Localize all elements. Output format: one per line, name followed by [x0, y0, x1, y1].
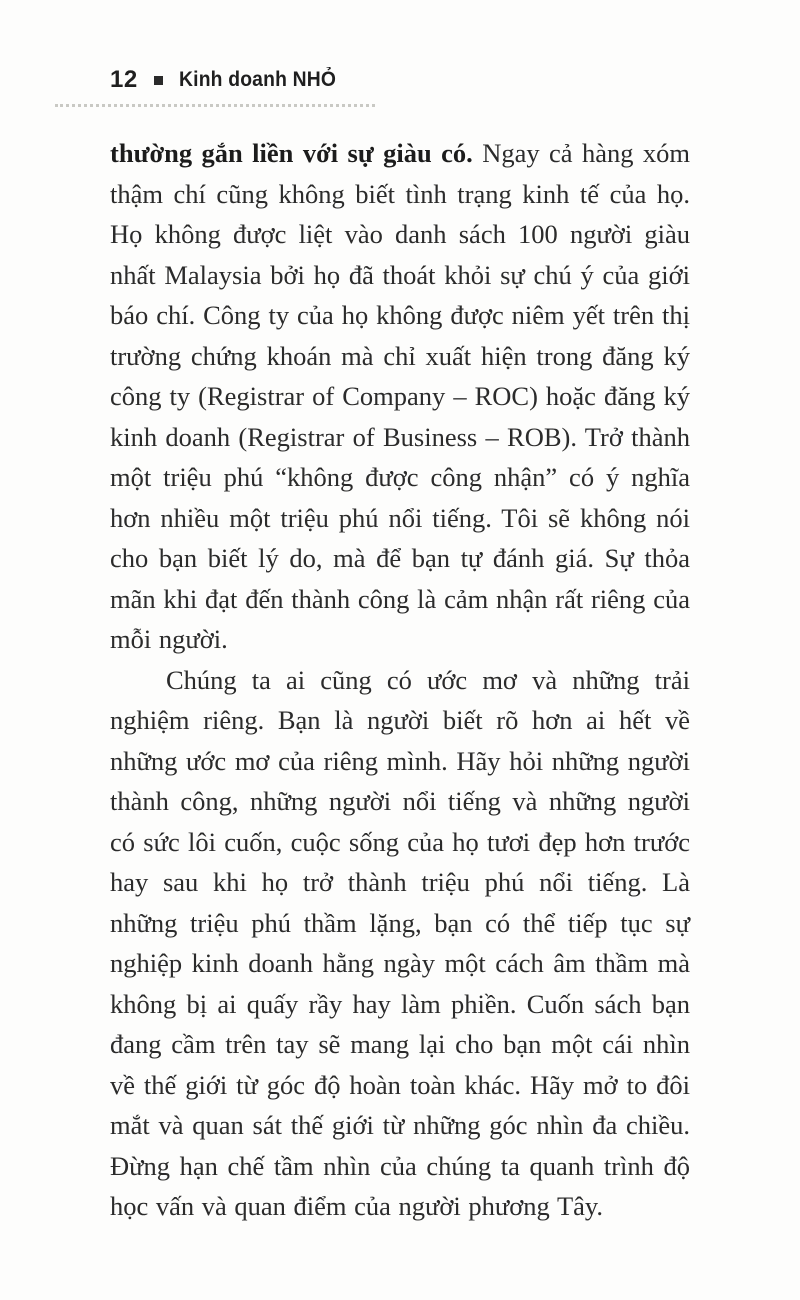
square-bullet-icon: [154, 76, 163, 85]
page-number: 12: [110, 66, 138, 93]
page-body: [110, 133, 690, 1227]
dotted-divider: [55, 104, 375, 107]
book-title: Kinh doanh NHỎ: [178, 68, 336, 91]
paragraph-1: [110, 133, 690, 660]
paragraph-1-bold-lead: thường gắn liền với sự giàu có.: [110, 138, 473, 168]
page-header: [110, 66, 690, 94]
paragraph-1-text: Ngay cả hàng xóm thậm chí cũng không biết tình trạng kinh tế của họ. Họ không được liệt vào danh sách 100 người giàu nhất Malaysia bởi họ đã thoát khỏi sự chú ý của giới báo chí. Công ty của họ không được niêm yết trên thị trường chứng khoán mà chỉ xuất hiện trong đăng ký công ty (Registrar of Company – ROC) hoặc đăng ký kinh doanh (Registrar of Business – ROB). Trở thành một triệu phú “không được công nhận” có ý nghĩa hơn nhiều một triệu phú nổi tiếng. Tôi sẽ không nói cho bạn biết lý do, mà để bạn tự đánh giá. Sự thỏa mãn khi đạt đến thành công là cảm nhận rất riêng của mỗi người.: [110, 138, 690, 654]
paragraph-2: Chúng ta ai cũng có ước mơ và những trải nghiệm riêng. Bạn là người biết rõ hơn ai hết về những ước mơ của riêng mình. Hãy hỏi những người thành công, những người nổi tiếng và những người có sức lôi cuốn, cuộc sống của họ tươi đẹp hơn trước hay sau khi họ trở thành triệu phú nổi tiếng. Là những triệu phú thầm lặng, bạn có thể tiếp tục sự nghiệp kinh doanh hằng ngày một cách âm thầm mà không bị ai quấy rầy hay làm phiền. Cuốn sách bạn đang cầm trên tay sẽ mang lại cho bạn một cái nhìn về thế giới từ góc độ hoàn toàn khác. Hãy mở to đôi mắt và quan sát thế giới từ những góc nhìn đa chiều. Đừng hạn chế tầm nhìn của chúng ta quanh trình độ học vấn và quan điểm của người phương Tây.: [110, 664, 690, 1221]
